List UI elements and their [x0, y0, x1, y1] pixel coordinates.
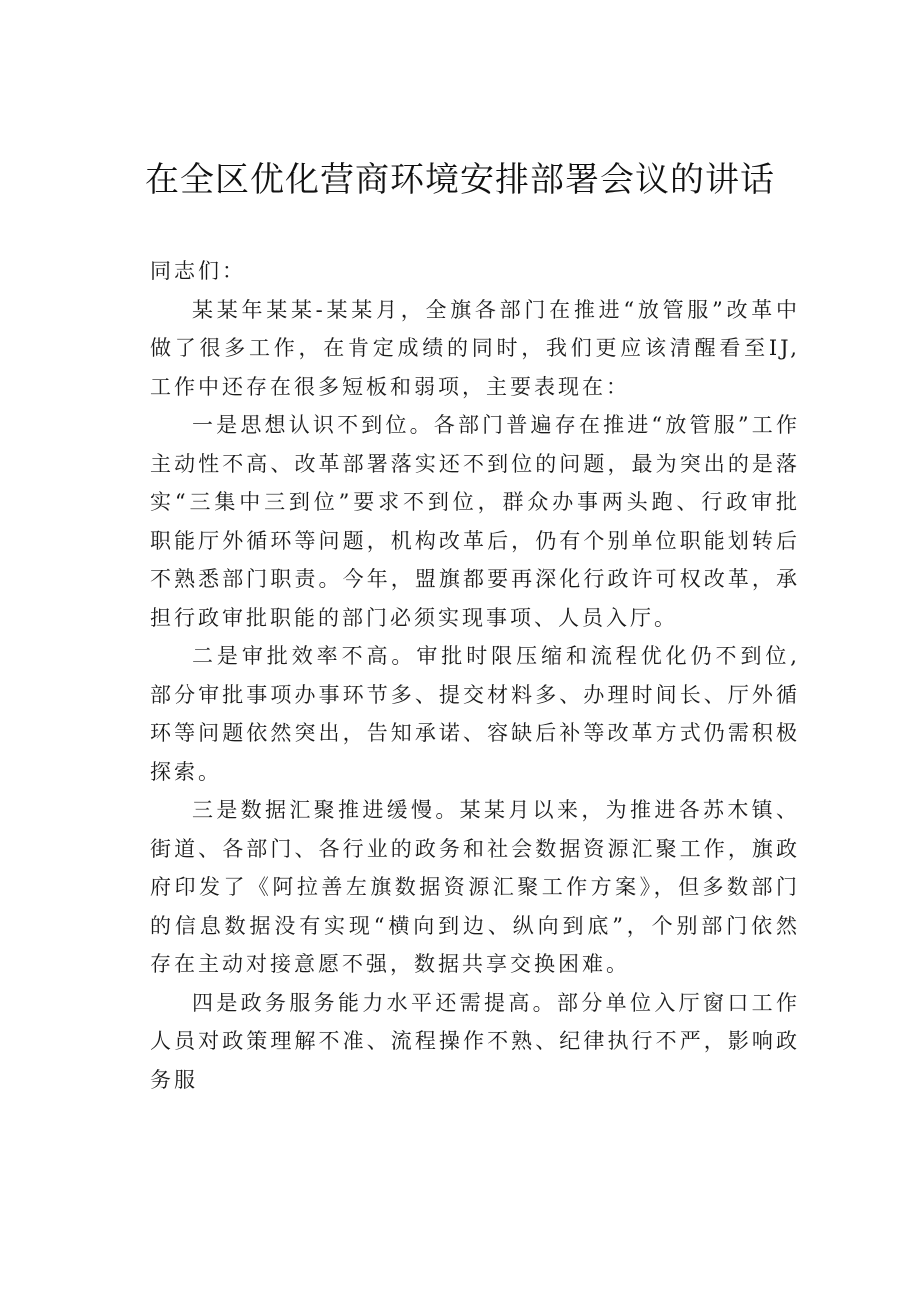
paragraph-point-three: 三是数据汇聚推进缓慢。某某月以来，为推进各苏木镇、街道、各部门、各行业的政务和社会数据资源汇聚工作，旗政府印发了《阿拉善左旗数据资源汇聚工作方案》，但多数部门的信息数据没有实现“横向到边、纵向到底”，个别部门依然存在主动对接意愿不强，数据共享交换困难。 [150, 798, 800, 976]
paragraph-point-two: 二是审批效率不高。审批时限压缩和流程优化仍不到位,部分审批事项办事环节多、提交材料多、办理时间长、厅外循环等问题依然突出，告知承诺、容缺后补等改革方式仍需积极探索。 [150, 644, 800, 784]
paragraph-intro: 某某年某某-某某月，全旗各部门在推进“放管服”改革中做了很多工作，在肯定成绩的同时，我们更应该清醒看至IJ,工作中还存在很多短板和弱项，主要表现在： [150, 297, 800, 399]
paragraph-point-four: 四是政务服务能力水平还需提高。部分单位入厅窗口工作人员对政策理解不准、流程操作不熟、纪律执行不严，影响政务服 [150, 990, 800, 1092]
document-body [150, 252, 800, 1099]
salutation: 同志们： [150, 259, 246, 283]
document-title: 在全区优化营商环境安排部署会议的讲话 [145, 160, 775, 200]
paragraph-point-one: 一是思想认识不到位。各部门普遍存在推进“放管服”工作主动性不高、改革部署落实还不到位的问题，最为突出的是落实“三集中三到位”要求不到位，群众办事两头跑、行政审批职能厅外循环等问题，机构改革后，仍有个别单位职能划转后不熟悉部门职责。今年，盟旗都要再深化行政许可权改革，承担行政审批职能的部门必须实现事项、人员入厅。 [150, 413, 800, 630]
